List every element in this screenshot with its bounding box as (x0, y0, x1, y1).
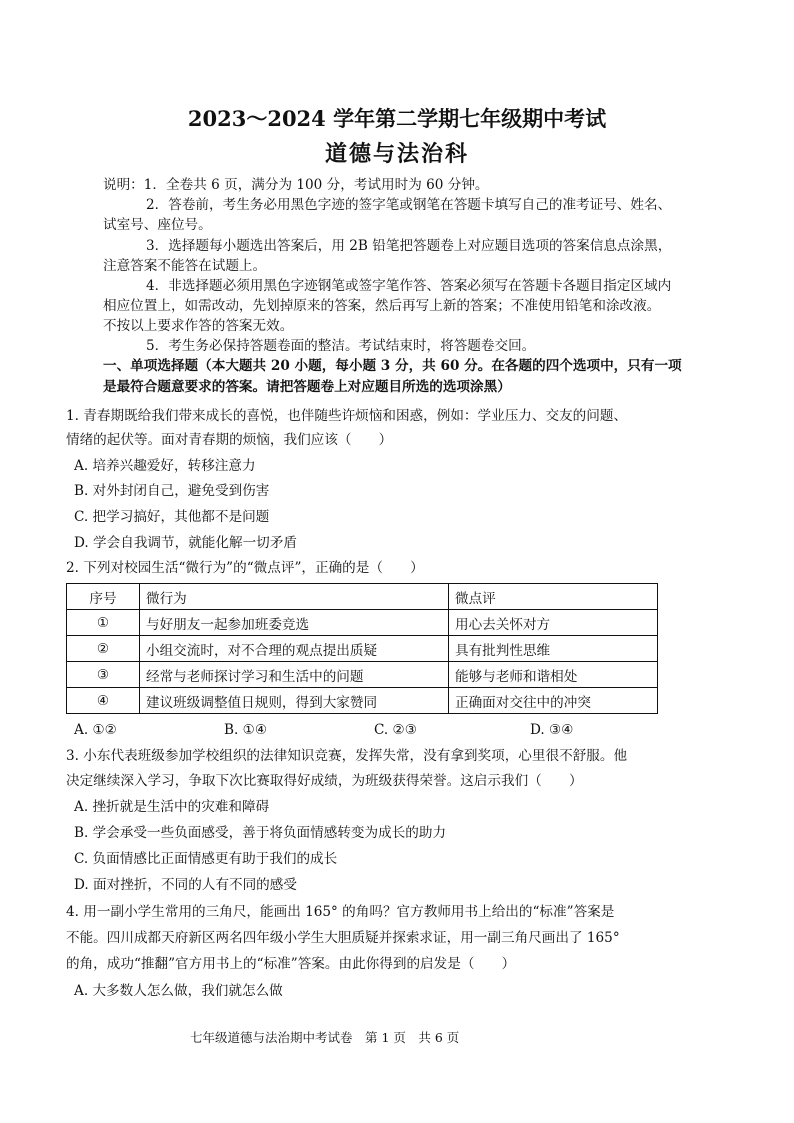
instruction-line-2: 2．答卷前，考生务必用黑色字迹的签字笔或钢笔在答题卡填写自己的准考证号、姓名、 (146, 197, 672, 213)
q4-stem-line-2: 不能。四川成都天府新区两名四年级小学生大胆质疑并探索求证，用一副三角尺画出了 165° (66, 930, 620, 946)
instruction-line-8: 不按以上要求作答的答案无效。 (103, 318, 294, 334)
q2-table (66, 583, 658, 714)
table-header-cell: 序号 (67, 584, 140, 610)
table-cell: 建议班级调整值日规则，得到大家赞同 (140, 688, 449, 714)
q2-option-a: A. ①② (74, 722, 117, 738)
instruction-line-7: 相应位置上，如需改动，先划掉原来的答案，然后再写上新的答案；不准使用铅笔和涂改液。 (103, 298, 661, 314)
q4-stem-line-1: 4. 用一副小学生常用的三角尺，能画出 165° 的角吗？官方教师用书上给出的“标准”答案是 (66, 904, 615, 920)
q2-stem: 2. 下列对校园生活“微行为”的“微点评”，正确的是（ ） (66, 560, 424, 576)
table-header-row (67, 584, 658, 610)
q3-stem-line-1: 3. 小东代表班级参加学校组织的法律知识竞赛，发挥失常，没有拿到奖项，心里很不舒服。他 (66, 748, 628, 764)
table-cell: 正确面对交往中的冲突 (449, 688, 658, 714)
q3-stem-line-2: 决定继续深入学习，争取下次比赛取得好成绩，为班级获得荣誉。这启示我们（ ） (66, 773, 583, 789)
table-row (67, 662, 658, 688)
table-cell: ① (67, 610, 140, 636)
table-header-cell: 微行为 (140, 584, 449, 610)
instruction-line-3: 试室号、座位号。 (103, 217, 212, 233)
q1-option-c: C. 把学习搞好，其他都不是问题 (74, 509, 270, 525)
instruction-line-5: 注意答案不能答在试题上。 (103, 258, 267, 274)
q4-option-a: A. 大多数人怎么做，我们就怎么做 (74, 983, 283, 999)
q1-stem-line-2: 情绪的起伏等。面对青春期的烦恼，我们应该（ ） (66, 432, 393, 448)
q1-option-b: B. 对外封闭自己，避免受到伤害 (74, 483, 270, 499)
page-footer: 七年级道德与法治期中考试卷 第 1 页 共 6 页 (190, 1030, 460, 1045)
table-header-cell: 微点评 (449, 584, 658, 610)
q2-option-d: D. ③④ (530, 722, 574, 738)
q1-option-a: A. 培养兴趣爱好，转移注意力 (74, 458, 256, 474)
table-cell: 具有批判性思维 (449, 636, 658, 662)
q2-option-b: B. ①④ (224, 722, 268, 738)
table-row (67, 688, 658, 714)
q3-option-c: C. 负面情感比正面情感更有助于我们的成长 (74, 851, 338, 867)
table-cell: ② (67, 636, 140, 662)
q2-option-c: C. ②③ (374, 722, 417, 738)
table-cell: ③ (67, 662, 140, 688)
exam-subject: 道德与法治科 (324, 141, 469, 167)
table-row (67, 636, 658, 662)
q3-option-d: D. 面对挫折，不同的人有不同的感受 (74, 877, 297, 893)
q3-option-a: A. 挫折就是生活中的灾难和障碍 (74, 799, 270, 815)
table-cell: 经常与老师探讨学习和生活中的问题 (140, 662, 449, 688)
q1-option-d: D. 学会自我调节，就能化解一切矛盾 (74, 535, 297, 551)
q3-option-b: B. 学会承受一些负面感受，善于将负面情感转变为成长的助力 (74, 825, 447, 841)
table-cell: 小组交流时，对不合理的观点提出质疑 (140, 636, 449, 662)
instruction-line-1: 说明：1．全卷共 6 页，满分为 100 分，考试用时为 60 分钟。 (103, 177, 489, 193)
section-header-line-2: 是最符合题意要求的答案。请把答题卷上对应题目所选的选项涂黑） (103, 379, 511, 395)
table-cell: 与好朋友一起参加班委竞选 (140, 610, 449, 636)
section-header-line-1: 一、单项选择题（本大题共 20 小题，每小题 3 分，共 60 分。在各题的四个选项中，只有一项 (103, 358, 682, 374)
table-cell: 用心去关怀对方 (449, 610, 658, 636)
table-cell: ④ (67, 688, 140, 714)
instruction-line-6: 4．非选择题必须用黑色字迹钢笔或签字笔作答、答案必须写在答题卡各题目指定区域内 (146, 278, 672, 294)
q4-stem-line-3: 的角，成功“推翻”官方用书上的“标准”答案。由此你得到的启发是（ ） (66, 956, 516, 972)
table-row (67, 610, 658, 636)
instruction-line-9: 5．考生务必保持答题卷面的整洁。考试结束时，将答题卷交回。 (146, 338, 536, 354)
exam-title: 2023～2024 学年第二学期七年级期中考试 (187, 106, 607, 131)
table-cell: 能够与老师和谐相处 (449, 662, 658, 688)
q1-stem-line-1: 1. 青春期既给我们带来成长的喜悦，也伴随些许烦恼和困惑，例如：学业压力、交友的问题、 (66, 408, 628, 424)
instruction-line-4: 3．选择题每小题选出答案后，用 2B 铅笔把答题卷上对应题目选项的答案信息点涂黑， (146, 238, 672, 254)
